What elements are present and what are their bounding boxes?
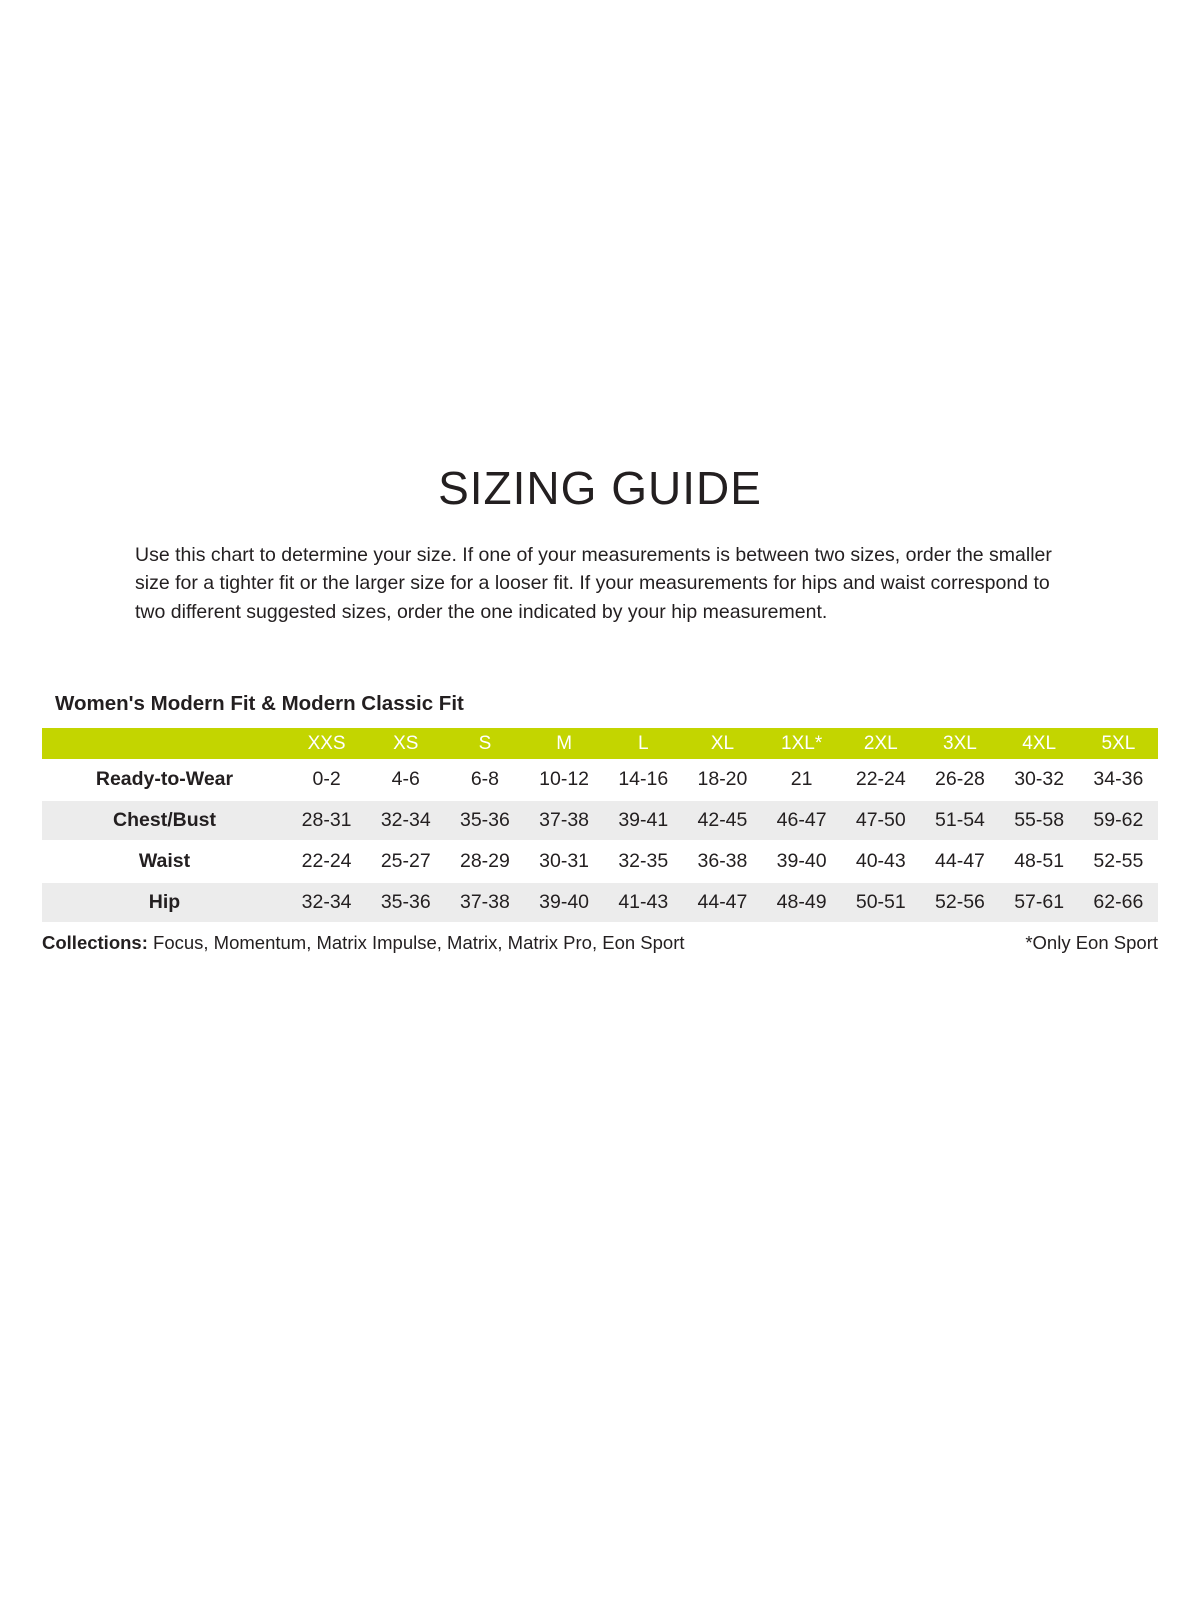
- table-cell: 30-31: [539, 850, 590, 873]
- header-cell-1xl: 1XL*: [762, 728, 841, 759]
- header-cell-s: S: [445, 728, 524, 759]
- table-row-ready-to-wear: [42, 759, 1158, 800]
- row-label: Hip: [148, 891, 181, 914]
- section-heading: Women's Modern Fit & Modern Classic Fit: [55, 692, 464, 716]
- size-table: [42, 728, 1158, 924]
- header-cell-5xl: 5XL: [1079, 728, 1158, 759]
- collections-note: [42, 932, 685, 954]
- table-cell: 4-6: [391, 767, 420, 790]
- table-cell: 14-16: [618, 767, 669, 790]
- table-cell: 57-61: [1014, 891, 1065, 914]
- header-cell-2xl: 2XL: [841, 728, 920, 759]
- header-cell-xs: XS: [366, 728, 445, 759]
- table-cell: 44-47: [935, 850, 985, 873]
- table-cell: 28-29: [459, 850, 510, 873]
- table-cell: 37-38: [539, 809, 590, 832]
- table-cell: 10-12: [539, 767, 590, 790]
- table-cell: 30-32: [1014, 767, 1065, 790]
- table-cell: 42-45: [697, 809, 748, 832]
- intro-text: Use this chart to determine your size. If one of your measurements is between two sizes, order the smaller size for a tighter fit or the larger size for a looser fit. If your measurements for hips and waist correspond to two different suggested sizes, order the one indicated by your hip measurement.: [135, 543, 1052, 623]
- table-cell: 22-24: [855, 767, 906, 790]
- size-table-header-row: [42, 728, 1158, 759]
- header-cell-empty: [42, 728, 287, 759]
- table-cell: 52-56: [935, 891, 985, 914]
- table-cell: 34-36: [1093, 767, 1144, 790]
- header-cell-xxs: XXS: [287, 728, 366, 759]
- table-cell: 25-27: [380, 850, 431, 873]
- table-cell: 51-54: [935, 809, 985, 832]
- table-footer: [42, 932, 1158, 954]
- header-cell-xl: XL: [683, 728, 762, 759]
- table-row-chest-bust: [42, 800, 1158, 841]
- row-label: Chest/Bust: [113, 809, 216, 832]
- header-cell-l: L: [604, 728, 683, 759]
- table-cell: 50-51: [855, 891, 906, 914]
- table-cell: 21: [790, 767, 813, 790]
- collections-list: Focus, Momentum, Matrix Impulse, Matrix, Matrix Pro, Eon Sport: [153, 932, 685, 954]
- table-cell: 41-43: [618, 891, 669, 914]
- table-cell: 35-36: [459, 809, 510, 832]
- table-cell: 48-51: [1014, 850, 1065, 873]
- table-cell: 62-66: [1093, 891, 1144, 914]
- table-cell: 35-36: [380, 891, 431, 914]
- table-cell: 52-55: [1093, 850, 1144, 873]
- table-cell: 37-38: [459, 891, 510, 914]
- table-cell: 47-50: [855, 809, 906, 832]
- table-cell: 39-41: [618, 809, 669, 832]
- table-cell: 59-62: [1093, 809, 1144, 832]
- table-cell: 26-28: [935, 767, 985, 790]
- table-cell: 28-31: [301, 809, 352, 832]
- table-cell: 39-40: [539, 891, 590, 914]
- table-cell: 0-2: [312, 767, 341, 790]
- table-cell: 40-43: [855, 850, 906, 873]
- header-cell-4xl: 4XL: [1000, 728, 1079, 759]
- table-cell: 18-20: [697, 767, 748, 790]
- table-cell: 44-47: [697, 891, 748, 914]
- table-cell: 39-40: [776, 850, 827, 873]
- footnote-only-eon-sport: *Only Eon Sport: [1025, 932, 1158, 954]
- table-cell: 48-49: [776, 891, 827, 914]
- row-label: Ready-to-Wear: [95, 767, 234, 790]
- table-row-hip: [42, 882, 1158, 923]
- table-cell: 46-47: [776, 809, 827, 832]
- row-label: Waist: [138, 850, 191, 873]
- table-cell: 6-8: [470, 767, 500, 790]
- table-cell: 55-58: [1014, 809, 1065, 832]
- table-cell: 32-35: [618, 850, 669, 873]
- collections-label: Collections:: [42, 932, 148, 954]
- table-cell: 36-38: [697, 850, 748, 873]
- table-cell: 32-34: [380, 809, 431, 832]
- header-cell-3xl: 3XL: [920, 728, 999, 759]
- table-cell: 32-34: [301, 891, 352, 914]
- table-cell: 22-24: [301, 850, 352, 873]
- header-cell-m: M: [525, 728, 604, 759]
- page-title: SIZING GUIDE: [438, 462, 762, 514]
- table-row-waist: [42, 841, 1158, 882]
